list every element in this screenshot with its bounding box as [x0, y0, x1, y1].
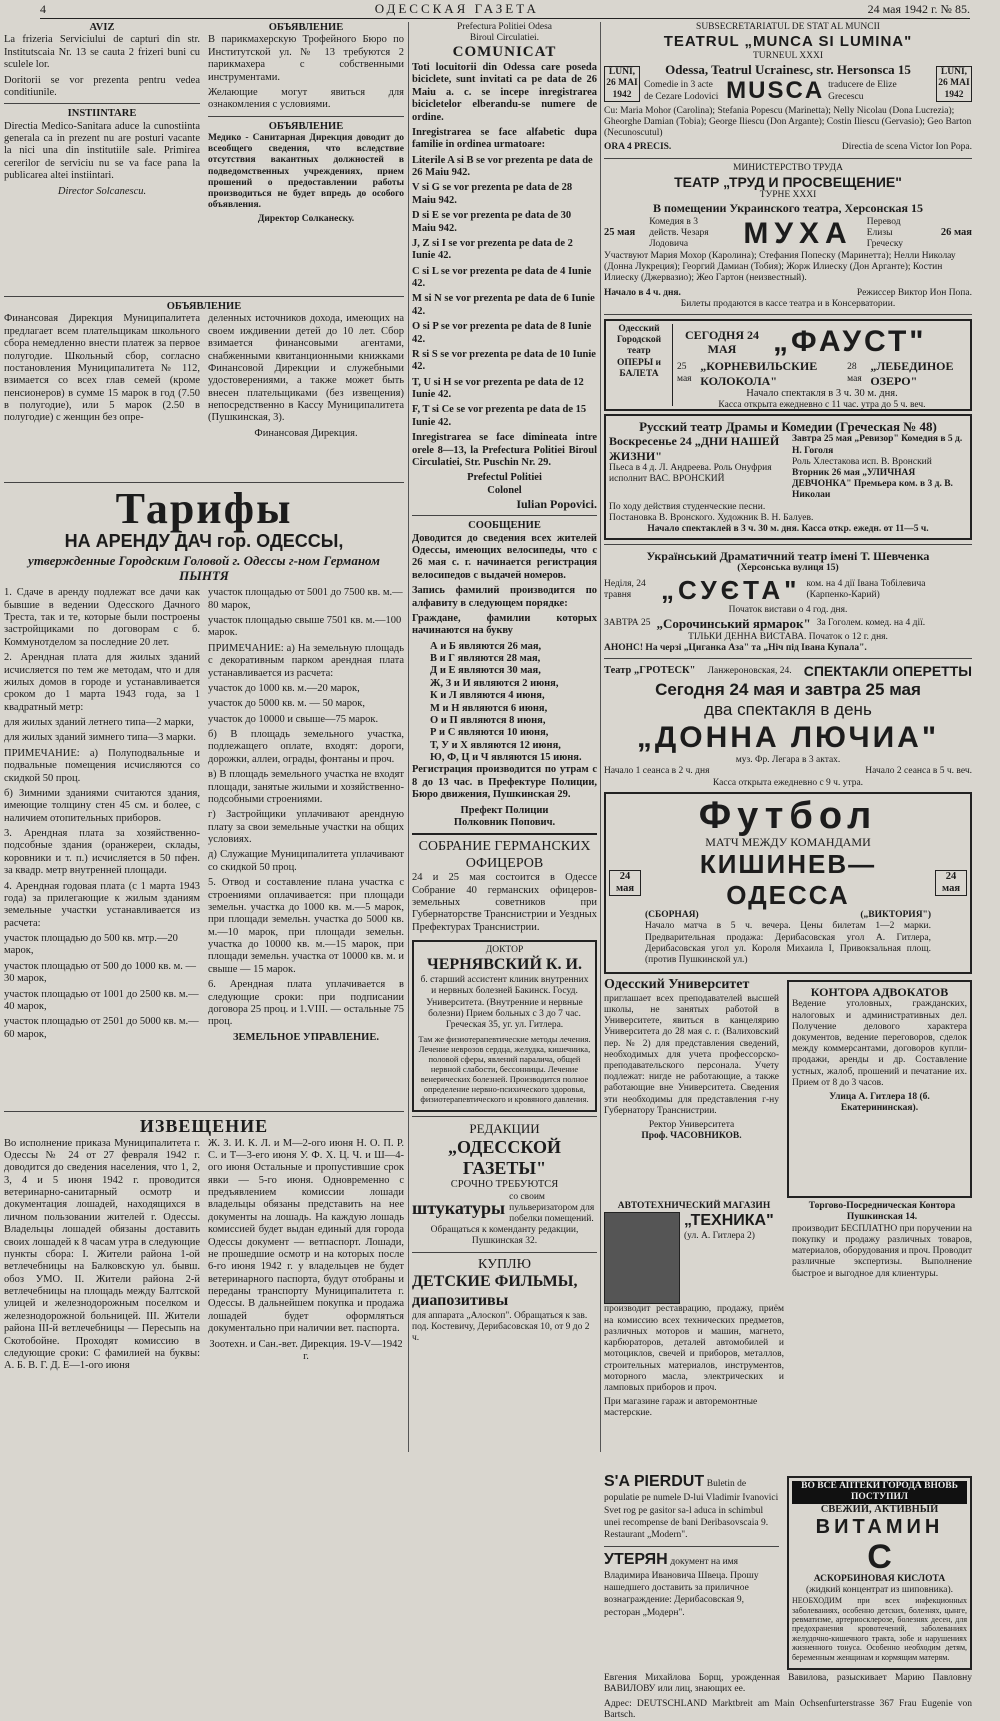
text-block: АВТОТЕХНИЧЕСКИЙ МАГАЗИН: [617, 1201, 771, 1212]
football-ad: [604, 792, 972, 975]
text-block: Ю, Ф, Ц и Ч являются 15 июня.: [430, 752, 582, 763]
technika-ad: [604, 1201, 784, 1473]
kuplyu-title: КУПЛЮ: [478, 1256, 531, 1272]
text-block: 24 мая: [609, 870, 641, 897]
soobshchenie-sign-2: Полковник Попович.: [453, 816, 556, 828]
text-block: участок площадью до 500 кв. мтр.—20 марок,: [4, 933, 178, 957]
text-block: СПЕКТАКЛИ ОПЕРЕТТЫ: [803, 663, 972, 680]
text-block: Вторник 26 мая „УЛИЧНАЯ ДЕВЧОНКА" Премьера ком. в 3 д. В. Николаи: [792, 467, 953, 501]
text-block: T, U si H se vor prezenta pe data de 12 Iunie 42.: [412, 376, 584, 401]
text-block: Билеты продаются в кассе театра и в Консерватории.: [680, 298, 896, 309]
soobshchenie-text: Доводится до сведения всех жителей Одессы, имеющих велосипеды, что с 26 мая с. г. начинается регистрация велосипедов с выдачей номеров.: [412, 532, 597, 581]
text-block: Т, У и Х являются 12 июня,: [430, 739, 561, 751]
text-block: Роль Хлестакова исп. В. Вронский: [792, 456, 932, 467]
medical-title: ОБЪЯВЛЕНИЕ: [268, 120, 344, 132]
text-block: Ланжероновская, 24.: [707, 665, 792, 676]
sobranie-text: 24 и 25 мая состоится в Одессе Собрание 40 германских офицеров-земельных советников при Губернаторстве Транснистрии и Уездных Префектурах Транснистрии.: [412, 872, 597, 933]
text-block: Д и Е являются 30 мая,: [430, 665, 541, 677]
text-block: участок площадью от 1001 до 2500 кв. м.—40 марок,: [4, 988, 199, 1012]
text-block: участок до 10000 и свыше—75 марок.: [208, 713, 379, 725]
theatre-trud-ad: [604, 163, 972, 310]
comunicat-sign-3: Iulian Popovici.: [516, 497, 597, 512]
school-fee-sign: Финансовая Дирекция.: [254, 427, 358, 439]
kuplyu-text: для аппарата „Алоскоп". Обращаться к зав. под. Костевичу, Дерибасовская 10, от 9 до 2 ч.: [412, 1310, 590, 1344]
text-block: 1. Сдаче в аренду подлежат все дачи как бывшие в ведении Одесского Дачного Треста, так и те, которые были построены застройщиками по договорам с б. Коммунотделом за последние 20 лет.: [4, 587, 200, 648]
text-block: Начало в 4 ч. дня.: [604, 287, 681, 298]
text-block: Проф. ЧАСОВНИКОВ.: [641, 1131, 742, 1142]
text-block: Начало 1 сеанса в 2 ч. дня: [604, 766, 710, 777]
ukr-theatre-title: Український Драматичний театр імені Т. Шевченка: [646, 549, 930, 564]
text-block: К и Л являются 4 июня,: [430, 690, 545, 702]
middle-column: [412, 22, 597, 1452]
text-block: (ул. А. Гитлера 2): [684, 1231, 755, 1242]
tariffs-subtitle: НА АРЕНДУ ДАЧ гор. ОДЕССЫ,: [64, 531, 344, 552]
grotesk-ad: [604, 663, 972, 789]
text-block: ТУРНЕ XXXI: [759, 190, 817, 201]
text-block: муз. Фр. Легара в 3 актах.: [735, 755, 841, 766]
redaktsiya-text: Обращаться к коменданту редакции, Пушкинская 32.: [430, 1225, 579, 1247]
text-block: M si N se vor prezenta pe data de 6 Iunie 42.: [412, 293, 595, 317]
tariffs-subtitle-2: утвержденные Городским Головой г. Одессы г-ном Германом ПЫНТЯ: [28, 552, 380, 583]
pierdut-ad: [604, 1473, 779, 1541]
text-block: д) Служащие Муниципалитета уплачивают со скидкой 50 проц.: [208, 849, 404, 873]
text-block: Ректор Университета: [648, 1120, 735, 1131]
vitamin-ad: [787, 1476, 972, 1670]
izveshchenie-left: Во исполнение приказа Муниципалитета г. Одессы № 24 от 27 февраля 1942 г. доводится до сведения населения, что 1, 2, 3, 4 и 5 июня 1942 г. проводится ветеринарно-санитарный осмотр и документация лошадей, находящихся в личном пользовании жителей г. Одессы. Владельцы лошадей обязаны доставить своих лошадей к 8 часам утра в следующие пункты сбора: I. Жители района 1-ой ветлечебницы на Балковскую ул. бывш. обоз УМО. II. Жители района 2-й ветлечебницы на площадь между Балтской улицей и железнодорожным поселком и железнодорожной больницей. III. Жители района III-й ветлечебницы — Пересыпь на Скотобойне. Проходят комиссию в следующие сроки: С фамилией на буквы: А. Б. В. Г. Д. Е—1-ого июня: [4, 1137, 200, 1372]
text-block: М и Н являются 6 июня,: [430, 702, 548, 714]
instiintare-sign: Director Solcanescu.: [57, 185, 147, 197]
text-block: SUBSECRETARIATUL DE STAT AL MUNCII: [696, 22, 880, 32]
tariffs-left: [4, 587, 200, 1107]
university-title: Одесский Университет: [604, 977, 750, 993]
text-block: б) В площадь земельного участка, подлежащего оплате, входят: дороги, дорожки, аллеи, ограды, фонтаны и проч.: [208, 729, 404, 765]
text-block: МАТЧ МЕЖДУ КОМАНДАМИ: [705, 834, 871, 849]
text-block: ТІЛЬКИ ДЕННА ВИСТАВА. Початок о 12 г. дня.: [688, 631, 888, 642]
instiintare-text: Directia Medico-Sanitara aduce la cunostiinta generala ca in prezent nu are posturi vacante la nici una din institutiile sale. Primirea cererilor de serviciu nu se va face pana la publicarea altei instiintari.: [4, 120, 200, 182]
text-block: участок до 5000 кв. м. — 50 марок,: [208, 698, 366, 710]
grotesk-play: „ДОННА ЛЮЧИА": [636, 720, 940, 754]
text-block: Перевод Елизы Греческу: [866, 216, 904, 249]
school-fee-right: деленных источников дохода, имеющих на своем иждивении детей до 10 лет. Сбор взимается финансовыми агентами, снабженными квитанционными книжками Финансовой Дирекции и служебными удостоверениями, а также может быть внесен плательщиками (без извещения) непосредственно в Кассу Муниципалитета (Пушкинская, 3).: [208, 313, 404, 424]
soobshchenie-text-3: Граждане, фамилии которых начинаются на букву: [412, 612, 597, 637]
text-block: O si P se vor prezenta pe data de 8 Iunie 42.: [412, 321, 592, 345]
advokat-title: КОНТОРА АДВОКАТОВ: [810, 985, 949, 1000]
doctor-text: б. старший ассистент клиник внутренних и нервных болезней Бакинск. Госуд. Университета. (Внутренние и нервные болезни) Прием больных с 3 до 7 час. Греческая 35, уг. ул. Гитлера.: [420, 975, 589, 1031]
text-block: („ВИКТОРИЯ"): [860, 910, 931, 921]
text-block: 2. Арендная плата для жилых зданий исчисляется по тем же методам, что и для жилых домов в городе и устанавливается сроком до 1 марта 1943 года, за 1 квадратный метр:: [4, 652, 200, 713]
doctor-ad: [412, 940, 597, 1112]
ukr-theatre-play: „СУЄТА": [661, 574, 801, 605]
theatre-munca-ad: [604, 22, 972, 154]
comunicat-head: Prefectura Politiei Odesa: [457, 22, 552, 32]
school-fee-title: ОБЪЯВЛЕНИЕ: [166, 301, 242, 312]
text-block: 3. Арендная плата за хозяйственно-подсобные здания (оранжереи, склады, коровники и т. п.) исчисляется в 50 пфен. за квадр. метр внутренней площади.: [4, 828, 200, 877]
aviz-text-2: Doritorii se vor prezenta pentru vedea conditiunile.: [4, 74, 200, 98]
text-block: Начало матча в 5 ч. вечера. Цены билетам 1—2 марки. Предварительная продажа: Дерибасовская угол А. Гитлера, Дерибасовская угол ул. Короля Михаила I, Привокзальная площ. (против Пушкинской ул.): [645, 921, 931, 966]
text-block: Участвуют Мария Мохор (Каролина); Стефания Попеску (Маринетта); Нелли Николау (Донна Лукреция); Георгий Дамиан (Тобия); Жорж Илиеску (Дон Арганте); Костин Илиеску (Джервазио); Жео Гартон (неизвестный).: [604, 251, 956, 284]
text-block: Комедия в 3 действ. Чезаря Лодовича: [649, 216, 709, 249]
text-block: участок площадью от 5001 до 7500 кв. м.—80 марок,: [208, 587, 403, 611]
comunicat-title: COMUNICAT: [452, 44, 557, 61]
text-block: Р и С являются 10 июня,: [430, 727, 549, 739]
text-block: Адрес: DEUTSCHLAND Marktbreit am Main Ochsenfurterstrasse 367 Frau Eugenie von Bartsch.: [604, 1698, 972, 1720]
text-block: „Сорочинський ярмарок": [656, 616, 811, 632]
theatre-munca-place: Odessa, Teatrul Ucrainesc, str. Hersonsca 15: [665, 62, 911, 78]
izveshchenie-title: ИЗВЕЩЕНИЕ: [139, 1116, 269, 1137]
text-block: для жилых зданий зимнего типа—3 марки.: [4, 732, 196, 744]
uteryan-ad: [604, 1551, 779, 1619]
text-block: б) Зимними зданиями считаются здания, имеющие толщину стен 45 см. и более, с наличием отопительных приборов.: [4, 787, 200, 824]
page-header: [40, 0, 970, 19]
russian-theatre-ad: [604, 414, 972, 540]
text-block: F, T si Ce se vor prezenta pe data de 15 Iunie 42.: [412, 404, 587, 428]
vitamin-word: ВИТАМИН: [815, 1516, 944, 1539]
text-block: traducere de Elize Grecescu: [828, 80, 897, 102]
page-number: 4: [40, 1, 46, 16]
redaktsiya-word: штукатуры: [412, 1197, 506, 1218]
text-block: V si G se vor prezenta pe data de 28 Maiu 942.: [412, 182, 573, 206]
text-block: Ведение уголовных, гражданских, налоговых и административных дел. Получение делового характера документов, ведение переговоров, сделок между коммерсантами, договоров купли-продажи, аренды и др. Составление устных, жалоб, прошений и печатание их. Прием от 8 до 3 часов.: [792, 999, 967, 1088]
comunicat-sign-2: Colonel: [487, 484, 522, 496]
text-block: г) Застройщики уплачивают арендную плату за свои земельные участки на общих условиях.: [208, 809, 404, 846]
redaktsiya-title: РЕДАКЦИИ: [469, 1121, 540, 1137]
text-block: ЗАВТРА 25: [604, 618, 651, 629]
theatre-munca-title: TEATRUL „MUNCA SI LUMINA": [663, 33, 913, 51]
opera-play-1: „ФАУСТ": [773, 325, 927, 359]
text-block: Comedie in 3 acte de Cezare Lodovici: [644, 80, 719, 102]
barber-text-2: Желающие могут явиться для ознакомления с условиями.: [208, 86, 404, 111]
text-block: „ЛЕБЕДИНОЕ ОЗЕРО": [870, 359, 954, 388]
issue-date: 24 мая 1942 г. № 85.: [867, 1, 970, 16]
medical-sign: Директор Солканеску.: [257, 214, 355, 225]
advokat-ad: [787, 980, 972, 1198]
text-block: С: [867, 1537, 892, 1576]
theatre-trud-play: МУХА: [743, 216, 853, 250]
text-block: Постановка В. Вронского. Художник В. Н. Балуев.: [609, 512, 814, 523]
text-block: Евгения Михайлова Борщ, урожденная Вавилова, разыскивает Марию Павловну ВАВИЛОВУ или лиц, знающих ее.: [604, 1673, 972, 1695]
text-block: Ж, З и И являются 2 июня,: [430, 677, 559, 689]
text-block: ДОКТОР: [485, 945, 524, 956]
text-block: Начало 2 сеанса в 5 ч. веч.: [865, 766, 972, 777]
theatre-munca-cast: Cu: Maria Mohor (Carolina); Stefania Popescu (Marinetta); Nelly Nicolau (Dona Lucrezia); Gheorghe Damian (Tobia); George Iliescu (Don Argante); Costin Iliescu (Gervasio); Geo Barton (Necunoscutul): [604, 105, 972, 139]
text-block: А и Б являются 26 мая,: [430, 640, 542, 652]
text-block: участок до 1000 кв. м.—20 марок,: [208, 682, 360, 694]
opera-house: Одесский Городской театр ОПЕРЫ и БАЛЕТА: [609, 324, 673, 406]
text-block: Начало спектаклей в 3 ч. 30 м. дня. Касса откр. ежедн. от 11—5 ч.: [647, 523, 929, 534]
text-block: По ходу действия студенческие песни.: [609, 501, 766, 512]
school-fee-left: Финансовая Дирекция Муниципалитета предлагает всем плательщикам школьного сбора немедленно внести платеж за первое полугодие. Школьный сбор, согласно постановления Муниципалитета № 112, взимается со всех глав семей (кроме пенсионеров) в сумме 15 марок в год (7.50 в полугодие), или 5 марок (2.50 в полугодие) с женщин без опре-: [4, 313, 200, 424]
theatre-trud-title: ТЕАТР „ТРУД И ПРОСВЕЩЕНИЕ": [674, 173, 902, 190]
text-block: Пушкинская 14.: [846, 1212, 918, 1223]
torgovo-title: Торгово-Посредническая Контора: [808, 1201, 956, 1212]
newspaper-title: ОДЕССКАЯ ГАЗЕТА: [374, 1, 539, 17]
text-block: в) В площадь земельного участка не входят площади, занятые жилыми и хозяйственно-подсобными строениями.: [208, 769, 404, 805]
date-left: LUNI, 26 MAI 1942: [604, 66, 640, 102]
text-block: „КОРНЕВИЛЬСКИЕ КОЛОКОЛА": [700, 359, 818, 388]
redaktsiya-name: „ОДЕССКОЙ ГАЗЕТЫ": [447, 1136, 562, 1178]
text-block: Касса открыта ежедневно с 11 час. утра до 5 ч. веч.: [718, 400, 926, 411]
text-block: 28 мая: [847, 362, 862, 384]
comunicat-text: Toti locuitorii din Odessa care poseda biciclete, sunt invitati ca pe data de 26 Maiu a. c. se incepe inregistrarea bicicletelor elberandu-se numere de ordine.: [412, 62, 597, 123]
soobshchenie-sign: Префект Полиции: [460, 804, 549, 816]
izveshchenie-sign: Зоотехн. и Сан.-вет. Дирекция. 19-V—1942 г.: [209, 1338, 403, 1362]
text-block: АНОНС! На черзі „Циганка Аза" та „Ніч під Івана Купала".: [604, 642, 867, 653]
aviz-text: La frizeria Serviciului de capturi din str. Institutscaia Nr. 13 se cauta 2 frizeri buni cu sculele lor.: [4, 34, 200, 71]
text-block: участок площадью от 2501 до 5000 кв. м.—60 марок,: [4, 1016, 199, 1040]
soobshchenie-list: [412, 641, 597, 765]
text-block: приглашает всех преподавателей высшей школы, не занятых работой в Университете, явиться в канцелярию Университета до 28 мая с. г. (Валиховский пер. № 2) для представления сведений, необходимых для учета профессорско-преподавательского персонала. Учету подлежат: нигде не работающие, а также работающие вне Университета. Сведения эти необходимы для представления г-ну Губернатору Транснистрии.: [604, 993, 779, 1116]
text-block: D si E se vor prezenta pe data de 30 Maiu 942.: [412, 210, 572, 234]
text-block: МИНИСТЕРСТВО ТРУДА: [732, 162, 844, 173]
barber-title: ОБЪЯВЛЕНИЕ: [268, 22, 344, 33]
text-block: Завтра 25 мая „Ревизор" Комедия в 5 д. Н. Гоголя: [792, 434, 963, 456]
text-block: 24 мая: [935, 870, 967, 897]
text-block: В помещении Украинского театра, Херсонская 15: [653, 201, 923, 216]
text-block: При магазине гараж и авторемонтные мастерские.: [604, 1397, 758, 1419]
text-block: В и Г являются 28 мая,: [430, 653, 541, 664]
text-block: ORA 4 PRECIS.: [604, 142, 672, 153]
text-block: Directia de scena Victor Ion Popa.: [841, 142, 972, 153]
barber-text: В парикмахерскую Трофейного Бюро по Институтской ул. № 13 требуются 2 парикмахера с собственными инструментами.: [208, 34, 404, 83]
text-block: Buletin de populatie pe numele D-lui Vladimir Ivanovici Svet rog pe gasitor sa-l aduca in schimbul unei recompense de bani Deribasovscaia 9. Restaurant „Modern".: [604, 1479, 779, 1541]
text-block: Касса открыта ежедневно с 9 ч. утра.: [712, 777, 864, 788]
text-block: ПРИМЕЧАНИЕ: а) Полуподвальные и подвальные помещения исчисляются со скидкой 50 проц.: [4, 747, 200, 784]
russian-theatre-title: Русский театр Драмы и Комедии (Греческая № 48): [639, 419, 937, 435]
aviz-title: AVIZ: [89, 22, 115, 33]
technika-name: „ТЕХНИКА": [684, 1212, 774, 1230]
text-block: Воскресенье 24 „ДНИ НАШЕЙ ЖИЗНИ": [609, 434, 780, 463]
comunicat-text-2: Inregistrarea se face alfabetic dupa familie in ordinea urmatoare:: [412, 126, 597, 151]
text-block: Неділя, 24 травня: [604, 578, 646, 600]
comunicat-list: [412, 155, 597, 430]
text-block: 25 мая: [604, 227, 636, 239]
text-block: Режиссер Виктор Ион Попа.: [856, 287, 972, 298]
doctor-extra: Там же физиотерапевтические методы лечения. Лечение неврозов сердца, желудка, кишечника, половой сферы, явлений паралича, общей нервной слабости, бессонницы. Лечение венерических болезней. Производится полное определение нервно-психического здоровья, физиотерапевтического и кровяного давления.: [418, 1034, 591, 1105]
text-block: 5. Отвод и составление плана участка с строениями оплачивается: при площади земельн. участка до 1000 кв. м.—5 марок, при площади земельн. участка до 5000 кв. м.—10 марок, при площади земельн. участка до 10000 кв. м.—15 марок, при площади земельн. участка от 10000 кв. м. и свыше — 15 марок.: [208, 877, 404, 975]
text-block: Literile A si B se vor prezenta pe data de 26 Maiu 942.: [412, 154, 593, 179]
text-block: (жидкий концентрат из шиповника).: [806, 1584, 953, 1595]
text-block: Пьеса в 4 д. Л. Андреева. Роль Онуфрия исполнит ВАС. ВРОНСКИЙ: [609, 462, 772, 484]
text-block: производит реставрацию, продажу, приём на комиссию всех технических предметов, различных моторов и машин, магнето, карбюраторов, деталей автомобилей и мотоциклов, свечей и приборов, металлов, строительных материалов, инструментов, моторного масла, электрических и ламповых приборов и проч.: [604, 1304, 784, 1393]
comunicat-text-3: Inregistrarea se face dimineata intre orele 8—13, la Prefectura Politiei Biroul Circulatiei, Str. Puschin Nr. 29.: [412, 432, 597, 468]
kuplyu-word: ДЕТСКИЕ ФИЛЬМЫ, диапозитивы: [412, 1273, 578, 1309]
tariffs-title: Тарифы: [115, 484, 293, 534]
right-column: [604, 22, 973, 1720]
football-title: Футбол: [698, 794, 878, 837]
text-block: R si S se vor prezenta pe data de 10 Iunie 42.: [412, 348, 596, 373]
text-block: Початок вистави о 4 год. дня.: [728, 605, 848, 616]
ukr-theatre-ad: [604, 549, 972, 654]
driver-illustration: [604, 1212, 680, 1304]
text-block: производит БЕСПЛАТНО при поручении на покупку и продажу различных товаров, материалов, оборудования и проч. Проводит различные экспертизы. Выполнение быстрое и выгодное для клиентуры.: [792, 1223, 973, 1279]
tariffs-right: [208, 587, 404, 1107]
text-block: За Гоголем. комед. на 4 дії.: [816, 618, 926, 629]
soobshchenie-title: СООБЩЕНИЕ: [468, 520, 541, 532]
theatre-munca-play: MUSCA: [726, 77, 825, 105]
text-block: АСКОРБИНОВАЯ КИСЛОТА: [813, 1573, 946, 1584]
izveshchenie-right: Ж. З. И. К. Л. и М—2-ого июня Н. О. П. Р. С. и Т—3-его июня У. Ф. Х. Ц. Ч. и Ш—4-ого июня Остальные и пропустившие срок явки — 5-го июня. Одновременно с предъявлением комиссии лошади владельцы обязаны представить на нее документы на лошадь. На каждую лошадь комиссией будет выдан единый для города Одессы документ — ветпаспорт. Лошади, не прошедшие осмотр и на которых после 6-го июня 1942 г. у владельцев не будет ветеринарного паспорта, будут отобраны и переданы транспорту Муниципалитета г. Одессы. В дальнейшем покупка и продажа лошадей будет оформляться документально при наличии вет. паспорта.: [208, 1137, 404, 1335]
left-block: [4, 22, 404, 1452]
soobshchenie-text-2: Запись фамилий производится по алфавиту в следующем порядке:: [412, 585, 597, 609]
doctor-name: ЧЕРНЯВСКИЙ К. И.: [427, 956, 582, 974]
text-block: ПРИМЕЧАНИЕ: а) На земельную площадь с декоративным парком арендная плата устанавливается из расчета:: [208, 642, 404, 679]
text-block: S'A PIERDUT: [604, 1473, 705, 1491]
sobranie-title: СОБРАНИЕ ГЕРМАНСКИХ ОФИЦЕРОВ: [418, 839, 591, 871]
text-block: C si L se vor prezenta pe data de 4 Iunie 42.: [412, 265, 592, 290]
text-block: СЕГОДНЯ 24 МАЯ: [685, 327, 759, 356]
instiintare-title: INSTIINTARE: [67, 108, 137, 120]
text-block: 25 мая: [677, 362, 692, 384]
redaktsiya-sub: СРОЧНО ТРЕБУЮТСЯ: [450, 1179, 559, 1191]
text-block: Театр „ГРОТЕСК": [604, 665, 696, 677]
text-block: ком. на 4 дії Івана Тобілевича (Карпенко-Карий): [806, 578, 926, 600]
text-block: НЕОБХОДИМ при всех инфекционных заболеваниях, особенно детских, болезнях, цынге, ревматизме, артериосклерозе, болезнях десен, для предохранения кровотечений, заболеваниях желудочно-кишечного тракта, зобе и нарушениях жизненного тонуса. Особенно необходим детям, беременным женщинам и кормящим матерям.: [792, 1596, 967, 1662]
text-block: Сегодня 24 мая и завтра 25 мая: [655, 679, 921, 699]
text-block: (Херсонська вулиця 15): [737, 563, 839, 574]
text-block: 6. Арендная плата уплачивается в следующие сроки: при подписании договора 25 проц. и 1.VIII. — остальные 75 проц.: [208, 979, 404, 1028]
university-ad: [604, 977, 779, 1201]
opera-ad: [604, 319, 972, 411]
text-block: УТЕРЯН: [604, 1550, 668, 1568]
text-block: для жилых зданий летнего типа—2 марки,: [4, 717, 194, 729]
text-block: Начало спектакля в 3 ч. 30 м. дня.: [746, 387, 898, 399]
comunicat-head-2: Biroul Circulatiei.: [469, 33, 540, 44]
text-block: (СБОРНАЯ): [645, 910, 699, 921]
date-right: LUNI, 26 MAI 1942: [936, 66, 972, 102]
text-block: два спектакля в день: [704, 699, 872, 719]
soobshchenie-text-4: Регистрация производится по утрам с 8 до 13 час. в Префектуре Полиции, Бюро движения, Пушкинская 29.: [412, 764, 597, 801]
text-block: О и П являются 8 июня,: [430, 714, 546, 726]
text-block: ВО ВСЕ АПТЕКИ ГОРОДА ВНОВЬ ПОСТУПИЛ: [792, 1481, 967, 1503]
medical-text: Медико - Санитарная Дирекция доводит до всеобщего сведения, что вследствие отсутствия вакантных должностей в подведомственных учреждениях, прием прошений о предоставлении работы производиться не будет впредь до особого объявления.: [208, 133, 404, 211]
text-block: 26 мая: [940, 227, 972, 239]
text-block: Улица А. Гитлера 18 (б. Екатерининская).: [829, 1092, 930, 1114]
text-block: J, Z si I se vor prezenta pe data de 2 Iunie 42.: [412, 237, 573, 262]
redaktsiya-word-note: со своим пульверизатором для побелки помещений.: [509, 1191, 595, 1224]
text-block: участок площадью свыше 7501 кв. м.—100 марок.: [208, 615, 402, 639]
tariffs-sign: ЗЕМЕЛЬНОЕ УПРАВЛЕНИЕ.: [233, 1031, 379, 1043]
text-block: TURNEUL XXXI: [752, 50, 824, 61]
text-block: 4. Арендная годовая плата (с 1 марта 1943 года) за прилегающие к жилым зданиям земельные участки устанавливается из расчета:: [4, 880, 200, 929]
football-teams: КИШИНЕВ—ОДЕССА: [699, 848, 877, 910]
comunicat-sign: Prefectul Politiei: [467, 472, 542, 484]
borsch-ad: [604, 1673, 972, 1721]
text-block: СВЕЖИЙ, АКТИВНЫЙ: [820, 1503, 939, 1515]
text-block: документ на имя Владимира Ивановича Швеца. Прошу нашедшего доставить за приличное вознаграждение: Дерибасовская 9, ресторан „Модерн".: [604, 1556, 759, 1618]
text-block: участок площадью от 500 до 1000 кв. м. — 30 марок,: [4, 960, 196, 985]
torgovo-ad: [792, 1201, 972, 1473]
